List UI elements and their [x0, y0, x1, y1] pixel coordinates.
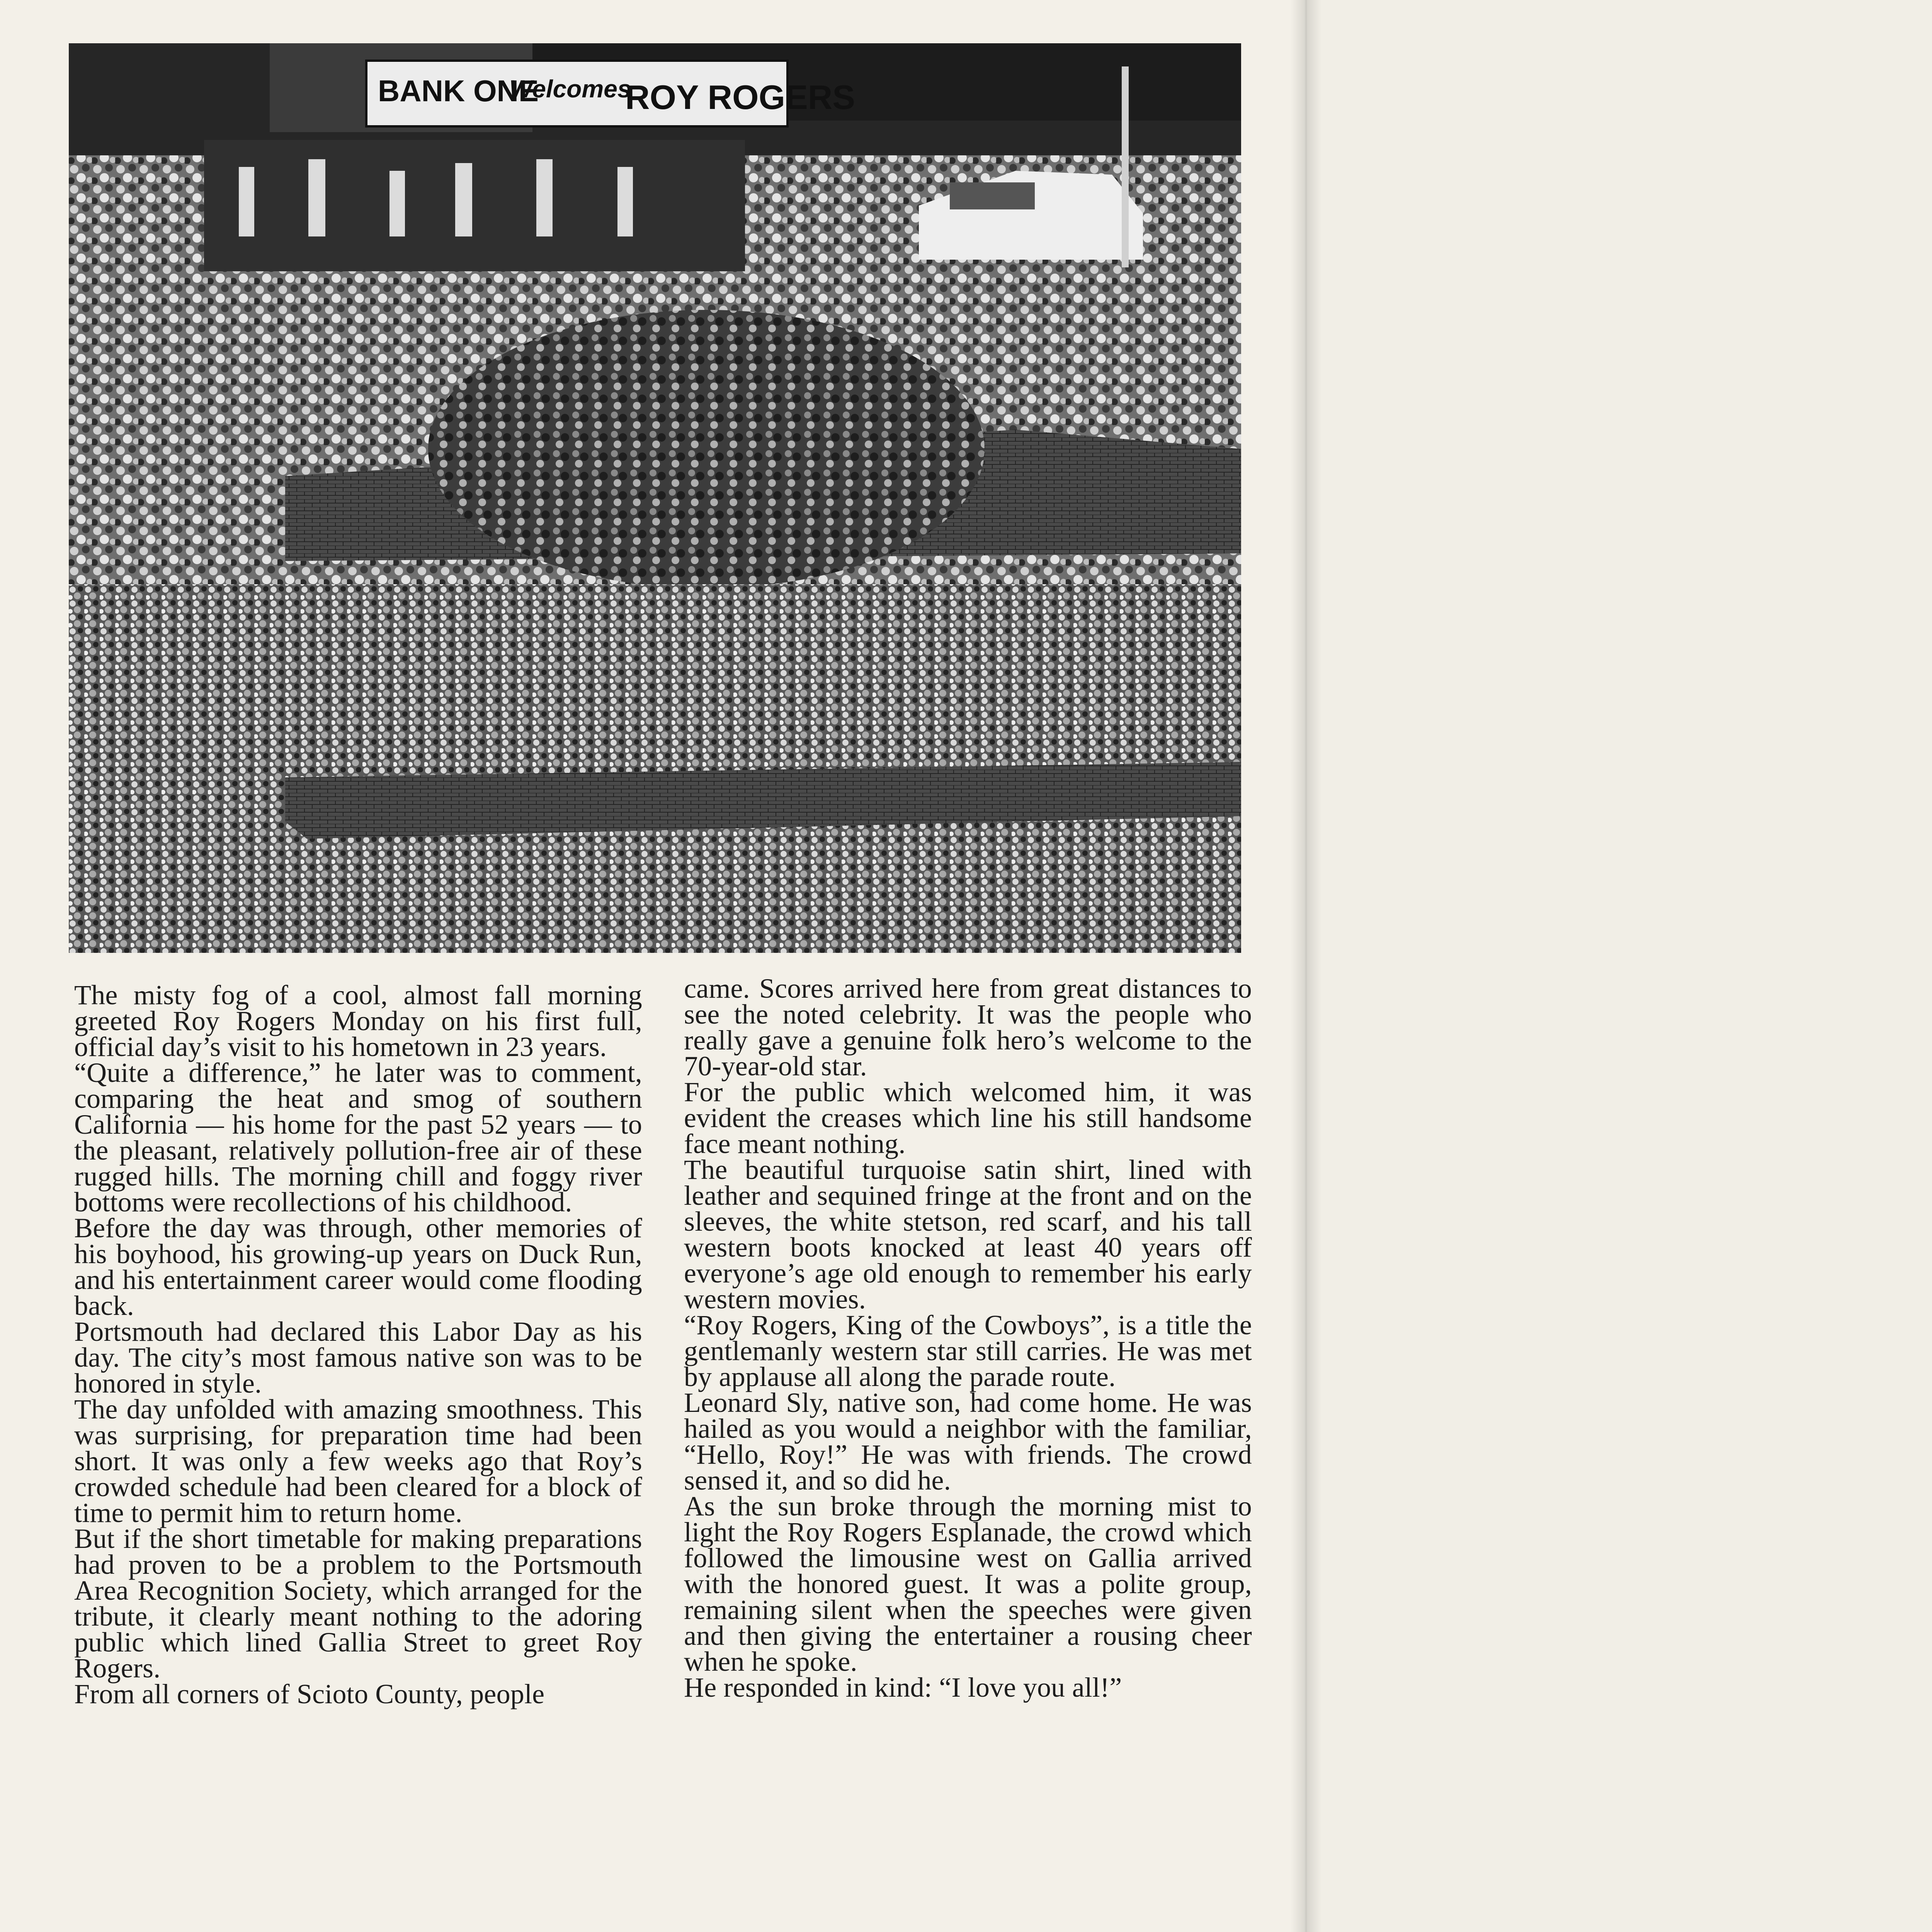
right-page [1306, 0, 1932, 1932]
paragraph: But if the short timetable for making preparations had proven to be a problem to the Portsmouth Area Recognition Society, which arranged for the tribute, it clearly meant nothing to the adoring public which lined Gallia Street to greet Roy Rogers. [74, 1523, 642, 1684]
paragraph: He responded in kind: “I love you all!” [684, 1672, 1122, 1703]
crowd-photo [69, 43, 1241, 953]
paragraph: Portsmouth had declared this Labor Day as his day. The city’s most famous native son was to be honored in style. [74, 1316, 642, 1399]
paragraph: “Quite a difference,” he later was to comment, comparing the heat and smog of southern California — his home for the past 52 years — to the pleasant, relatively pollution-free air of these rugged hills. The morning chill and foggy river bottoms were recollections of his childhood. [74, 1057, 642, 1218]
article-column-2 [684, 973, 1252, 1703]
paragraph: “Roy Rogers, King of the Cowboys”, is a title the gentlemanly western star still carries. He was met by applause all along the parade route. [684, 1310, 1252, 1392]
paragraph: Leonard Sly, native son, had come home. He was hailed as you would a neighbor with the familiar, “Hello, Roy!” He was with friends. The crowd sensed it, and so did he. [684, 1387, 1252, 1496]
paragraph: Before the day was through, other memories of his boyhood, his growing-up years on Duck Run, and his entertainment career would come flooding back. [74, 1213, 642, 1321]
paragraph: For the public which welcomed him, it was evident the creases which line his still handsome face meant nothing. [684, 1077, 1252, 1159]
paragraph: The day unfolded with amazing smoothness. This was surprising, for preparation time had been short. It was only a few weeks ago that Roy’s crowded schedule had been cleared for a block of time to permit him to return home. [74, 1394, 642, 1528]
paragraph: The beautiful turquoise satin shirt, lined with leather and sequined fringe at the front and on the sleeves, the white stetson, red scarf, and his tall western boots knocked at least 40 years off everyone’s age old enough to remember his early western movies. [684, 1154, 1252, 1315]
paragraph: came. Scores arrived here from great distances to see the noted celebrity. It was the people who really gave a genuine folk hero’s welcome to the 70-year-old star. [684, 973, 1252, 1082]
banner-text-welcomes: Welcomes [509, 75, 631, 103]
paragraph: The misty fog of a cool, almost fall morning greeted Roy Rogers Monday on his first full, official day’s visit to his hometown in 23 years. [74, 980, 642, 1062]
crowd-photo-graphic [69, 43, 1241, 953]
banner-text-roy-rogers: ROY ROGERS [625, 78, 855, 116]
page-gutter [1291, 0, 1321, 1932]
paragraph: As the sun broke through the morning mist to light the Roy Rogers Esplanade, the crowd which followed the limousine west on Gallia arrived with the honored guest. It was a polite group, remaining silent when the speeches were given and then giving the entertainer a rousing cheer when he spoke. [684, 1491, 1252, 1677]
article-column-1 [74, 982, 642, 1707]
paragraph: From all corners of Scioto County, people [74, 1679, 545, 1709]
banner-text-bank-one: BANK ONE [378, 74, 539, 108]
